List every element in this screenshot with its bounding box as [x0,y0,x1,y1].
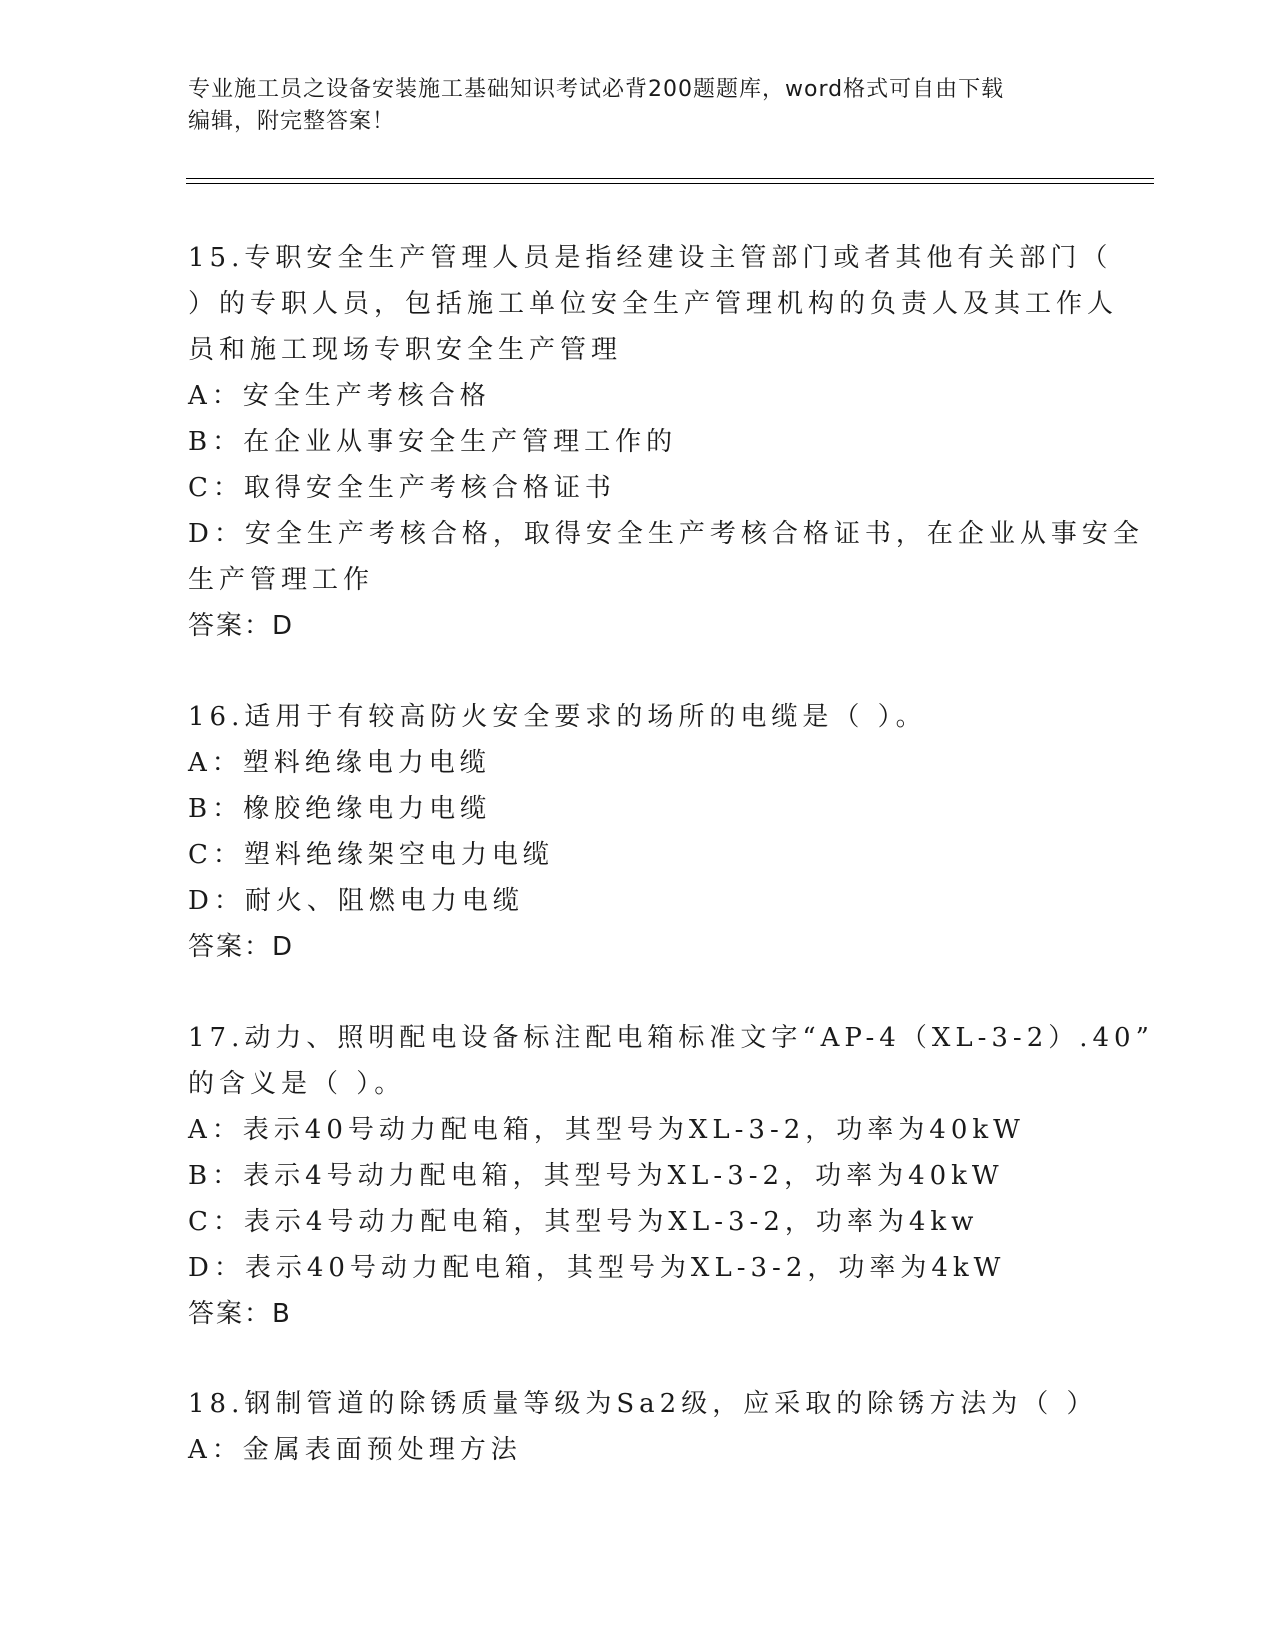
answer: 答案：B [188,1299,292,1329]
option-c: C：表示4号动力配电箱，其型号为XL-3-2，功率为4kw [188,1207,979,1237]
option-b: B：在企业从事安全生产管理工作的 [188,427,678,457]
option-d: D：安全生产考核合格，取得安全生产考核合格证书，在企业从事安全 [188,519,1144,549]
option-d: D：表示40号动力配电箱，其型号为XL-3-2，功率为4kW [188,1253,1006,1283]
option-a: A：塑料绝缘电力电缆 [188,748,491,778]
option-c: C：塑料绝缘架空电力电缆 [188,840,554,870]
question-stem-line: 的含义是（ ）。 [188,1069,406,1099]
header-divider-top [186,178,1154,179]
question-18 [188,1381,1098,1473]
option-a: A：安全生产考核合格 [188,381,491,411]
option-a: A：金属表面预处理方法 [188,1435,522,1465]
question-stem-line: 15.专职安全生产管理人员是指经建设主管部门或者其他有关部门（ [188,243,1113,273]
option-b: B：表示4号动力配电箱，其型号为XL-3-2，功率为40kW [188,1161,1004,1191]
header-divider-bottom [186,183,1154,184]
question-stem-line: 18.钢制管道的除锈质量等级为Sa2级，应采取的除锈方法为（ ） [188,1389,1098,1419]
option-b: B：橡胶绝缘电力电缆 [188,794,492,824]
question-stem-line: ）的专职人员，包括施工单位安全生产管理机构的负责人及其工作人 [188,289,1119,319]
option-d: D：耐火、阻燃电力电缆 [188,886,524,916]
option-d-continued: 生产管理工作 [188,565,375,595]
document-header [188,74,1088,138]
answer: 答案：D [188,932,295,962]
question-16 [188,694,1088,970]
answer: 答案：D [188,611,295,641]
question-15 [188,235,1144,649]
question-stem-line: 17.动力、照明配电设备标注配电箱标准文字“AP-4（XL-3-2）.40” [188,1023,1154,1053]
question-17 [188,1015,1154,1337]
option-a: A：表示40号动力配电箱，其型号为XL-3-2，功率为40kW [188,1115,1025,1145]
question-stem-line: 16.适用于有较高防火安全要求的场所的电缆是（ ）。 [188,702,927,732]
header-title-line-2: 编辑，附完整答案！ [188,109,396,134]
header-title-line-1: 专业施工员之设备安装施工基础知识考试必背200题题库，word格式可自由下载 [188,77,1005,102]
option-c: C：取得安全生产考核合格证书 [188,473,616,503]
question-stem-line: 员和施工现场专职安全生产管理 [188,335,623,365]
